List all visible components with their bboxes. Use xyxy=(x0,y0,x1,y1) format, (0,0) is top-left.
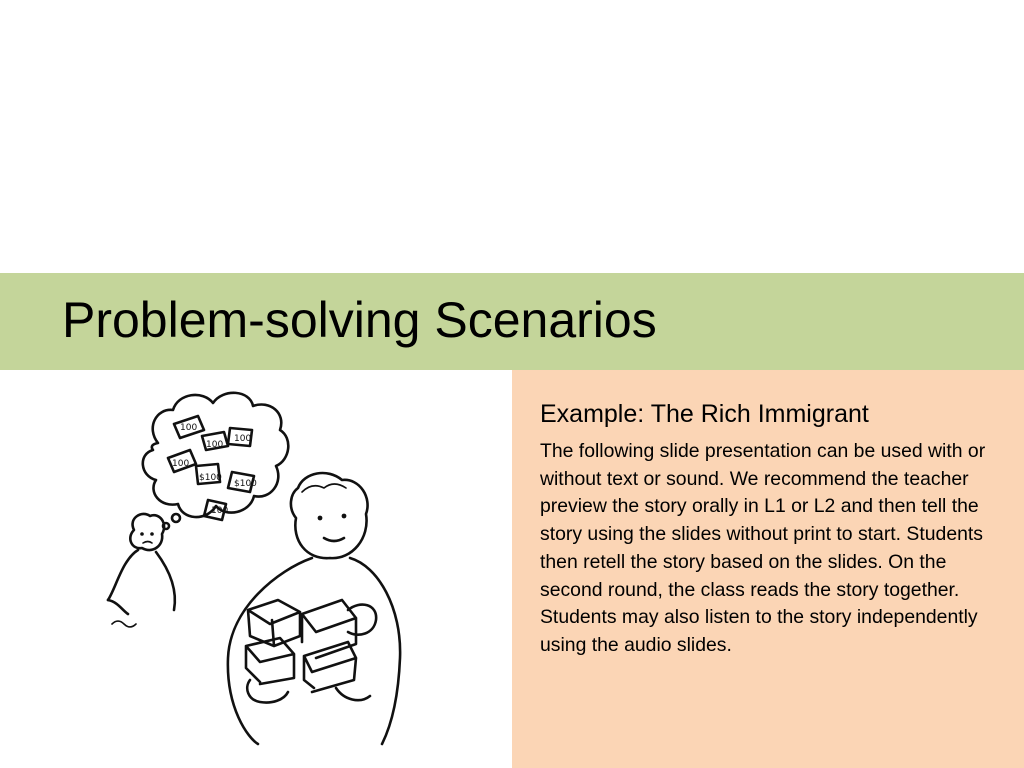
bill-label: 100 xyxy=(211,506,229,516)
bill-label: 100 xyxy=(206,440,224,450)
example-heading: Example: The Rich Immigrant xyxy=(540,400,869,428)
bill-label: $100 xyxy=(199,473,222,483)
sketch-svg xyxy=(98,388,418,748)
body-text: The following slide presentation can be used with or without text or sound. We recommend the teacher preview the story orally in L1 or L2 and then tell the story using the slides without print to start. Students then retell the story based on the slides. On the second round, the class reads the story together. Students may also listen to the story independently using the audio slides. xyxy=(540,440,986,656)
money-bills xyxy=(168,416,257,520)
bill-label: 100 xyxy=(172,459,190,469)
rich-immigrant-sketch-icon xyxy=(98,388,418,748)
bill-label: $100 xyxy=(234,479,257,489)
bill-label: 100 xyxy=(180,423,198,433)
main-person xyxy=(228,473,400,744)
slide-title: Problem-solving Scenarios xyxy=(62,292,657,348)
bill-label: 100 xyxy=(234,434,252,444)
small-person xyxy=(108,514,175,627)
thought-cloud-outline xyxy=(143,393,288,517)
